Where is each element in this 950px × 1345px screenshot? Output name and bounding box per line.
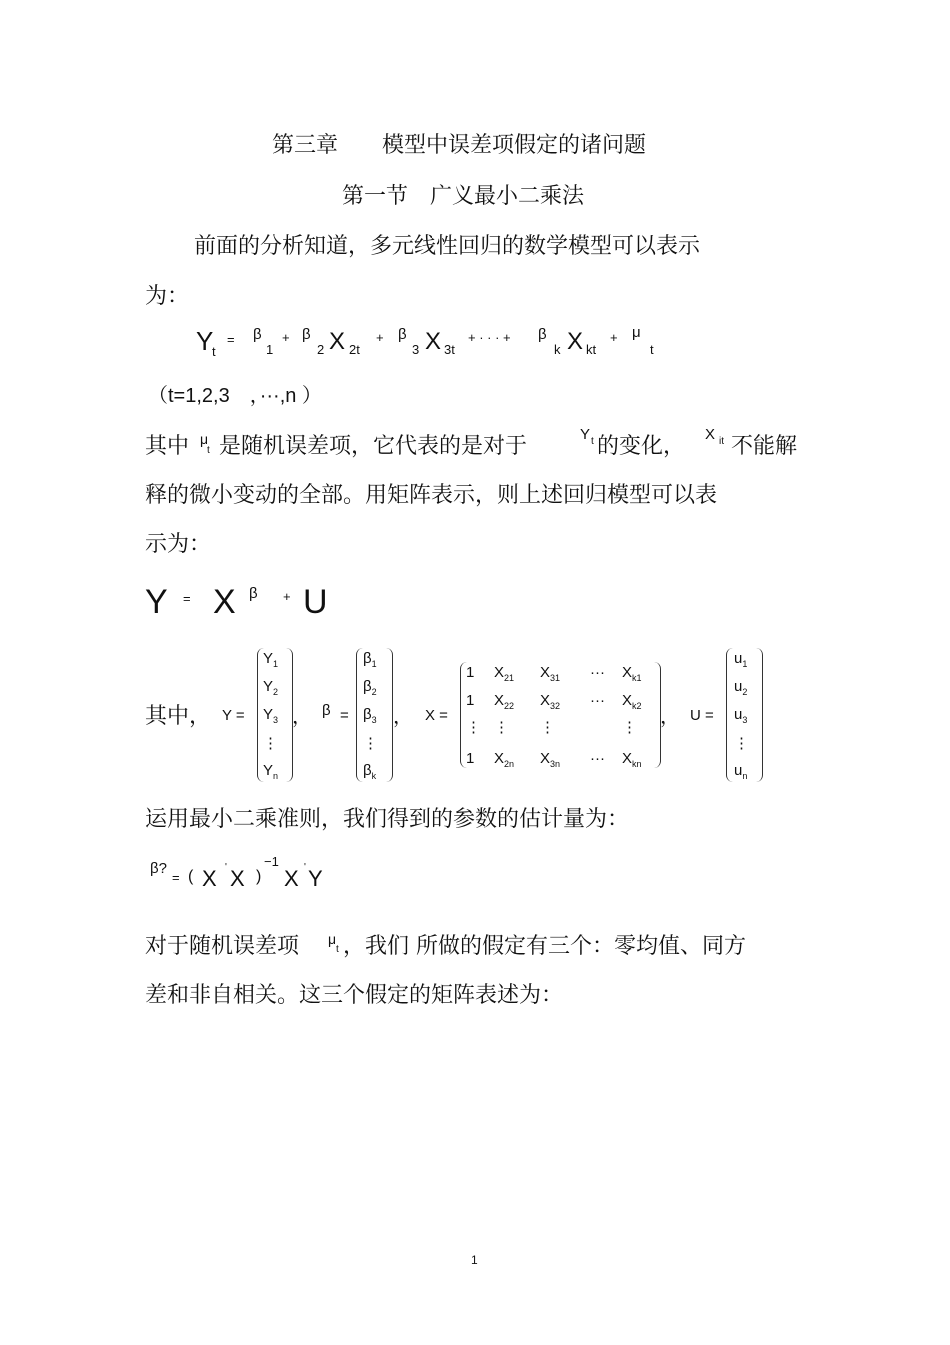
paragraph-4-line-2: 差和非自相关。这三个假定的矩阵表述为： [145, 983, 564, 1008]
X-matrix-entry: 1 [466, 750, 475, 767]
regression-equation: Y t = β 1 + β 2 X 2t + β 3 X 3t + · · · + β k X kt + μ t [196, 324, 654, 359]
Y-vector-entry: ⋮ [263, 735, 278, 752]
X-matrix-entry: ··· [590, 692, 605, 709]
chapter-title: 第三章 模型中误差项假定的诸问题 [272, 133, 647, 158]
X-matrix-entry: ⋮ [494, 719, 509, 736]
Y-vector-entry: $Y_2$ [263, 678, 279, 697]
X-matrix-entry: $X_{32}$ [540, 692, 561, 711]
U-right-paren [756, 648, 763, 782]
paragraph-2-line-1c: 的变化， [597, 434, 686, 459]
paragraph-1-line-2: 为： [145, 284, 190, 309]
paragraph-2-line-1b: 是随机误差项，它代表的是对于 [219, 434, 528, 459]
matrix-equation: Y = X β + U [145, 583, 328, 621]
Y-vector-entry: $Y_3$ [263, 706, 279, 725]
U-vector-entry: $u_2$ [734, 678, 748, 697]
X-matrix-entry: ··· [590, 664, 605, 681]
X-matrix-entry: $X_{k1}$ [622, 664, 642, 683]
Y-vector-entry: $Y_n$ [263, 762, 279, 781]
beta-vector-entry: $\beta_1$ [363, 650, 377, 669]
X-matrix-entry: $X_{kn}$ [622, 750, 642, 769]
X-matrix-entry: $X_{22}$ [494, 692, 515, 711]
Xit-symbol: X [705, 426, 716, 443]
U-vector-entry: $u_3$ [734, 706, 748, 725]
beta-right-paren [386, 648, 393, 782]
X-matrix-entry: ⋮ [540, 719, 555, 736]
paragraph-4-line-1a: 对于随机误差项 [145, 934, 300, 959]
X-matrix-entry: $X_{31}$ [540, 664, 561, 683]
paragraph-2-line-2: 释的微小变动的全部。用矩阵表示，则上述回归模型可以表 [145, 483, 718, 508]
paragraph-2-line-1a: 其中 [145, 434, 190, 459]
X-matrix-entry: 1 [466, 664, 475, 681]
U-vector-entry: $u_1$ [734, 650, 748, 669]
Y-label: Y = [222, 707, 245, 724]
mu-symbol-2: μ [328, 931, 337, 947]
X-matrix-entry: ⋮ [622, 719, 637, 736]
Y-vector-entry: $Y_1$ [263, 650, 279, 669]
U-left-paren [726, 648, 733, 782]
U-vector-entry: $u_n$ [734, 762, 748, 781]
paragraph-2-line-1d: 不能解 [731, 434, 798, 459]
Xit-subscript: it [719, 436, 724, 447]
paragraph-1-line-1: 前面的分析知道，多元线性回归的数学模型可以表示 [194, 234, 701, 259]
Yt-subscript: t [591, 436, 594, 447]
mu-subscript-2: t [336, 944, 339, 955]
X-matrix-entry: 1 [466, 692, 475, 709]
mu-symbol: μ [200, 431, 209, 447]
X-matrix-entry: $X_{21}$ [494, 664, 515, 683]
U-vector-entry: ⋮ [734, 735, 749, 752]
beta-vector-entry: ⋮ [363, 735, 378, 752]
index-range: （t=1,2,3 ，···,n ） [148, 385, 322, 407]
beta-vector-entry: $\beta_2$ [363, 678, 377, 697]
Yt-symbol: Y [580, 426, 591, 443]
X-matrix-entry: ⋮ [466, 719, 481, 736]
X-label: X = [425, 707, 448, 724]
paragraph-4-line-1b: ，我们 所做的假定有三个：零均值、同方 [343, 934, 746, 959]
page-number: 1 [471, 1253, 478, 1267]
beta-left-paren [356, 648, 363, 782]
X-matrix-entry: $X_{2n}$ [494, 750, 515, 769]
X-matrix-entry: $X_{3n}$ [540, 750, 561, 769]
paragraph-3: 运用最小二乘准则，我们得到的参数的估计量为： [145, 807, 630, 832]
U-label: U = [690, 707, 714, 724]
matrix-intro: 其中， [145, 704, 212, 729]
beta-vector-entry: $\beta_3$ [363, 706, 377, 725]
ols-estimator: β? = ( X ' X ) −1 X ' Y [150, 854, 323, 891]
X-matrix-entry: $X_{k2}$ [622, 692, 642, 711]
section-title: 第一节 广义最小二乘法 [342, 184, 585, 209]
paragraph-2-line-3: 示为： [145, 532, 212, 557]
beta-vector-entry: $\beta_k$ [363, 762, 377, 781]
beta-label: β [322, 702, 331, 719]
beta-equals: = [340, 707, 349, 724]
mu-subscript: t [207, 445, 210, 456]
X-matrix-entry: ··· [590, 750, 605, 767]
